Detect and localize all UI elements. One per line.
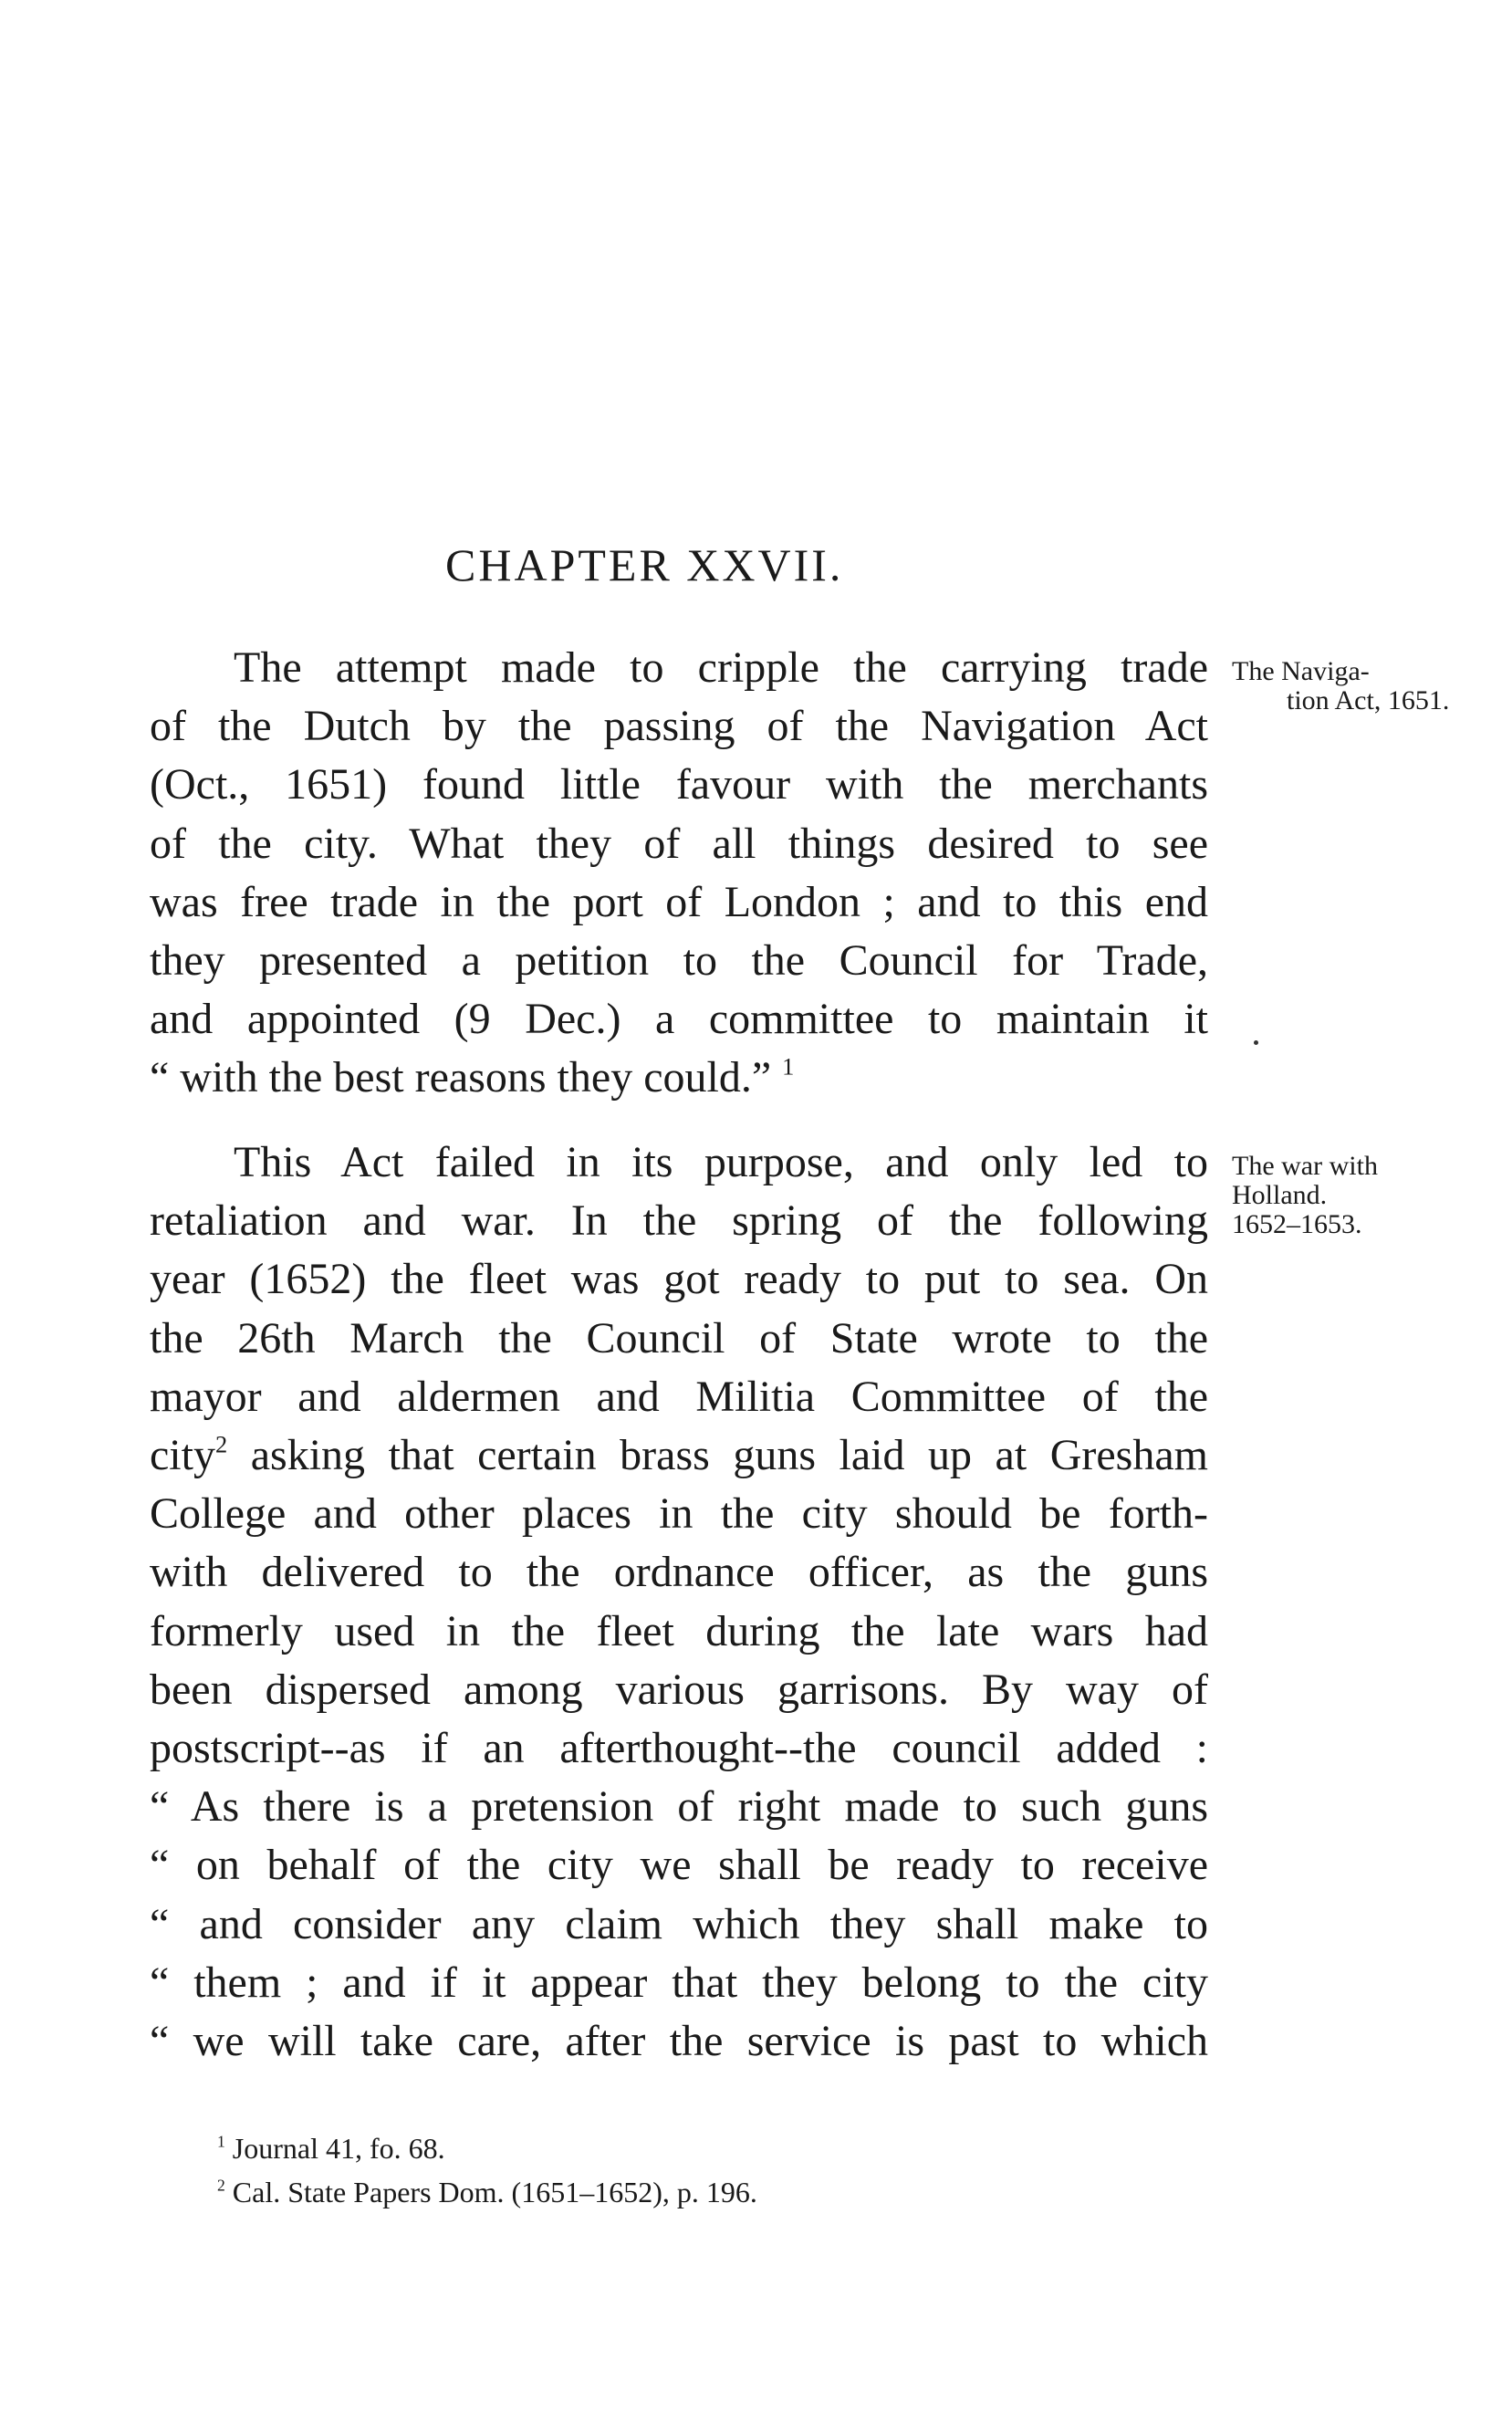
text-line: “ we will take care, after the service is past to which <box>150 2017 1208 2066</box>
text-line: mayor and aldermen and Militia Committee of the <box>150 1372 1208 1421</box>
text-line: postscript--as if an afterthought--the council added : <box>150 1724 1208 1773</box>
text-line-with-footnote <box>150 1426 1208 1485</box>
text-line: city <box>150 1431 215 1480</box>
sidenote-line: 1652–1653. <box>1232 1209 1362 1239</box>
paragraph-2 <box>150 1133 1208 2071</box>
text-line: the 26th March the Council of State wrote to the <box>150 1313 1208 1363</box>
sidenote-line: The Naviga- <box>1232 656 1370 686</box>
text-line: “ As there is a pretension of right made to such guns <box>150 1782 1208 1832</box>
footnote-text: Journal 41, fo. 68. <box>232 2132 445 2165</box>
text-line: was free trade in the port of London ; and to this end <box>150 877 1208 926</box>
footnote-mark: 2 <box>217 2176 225 2195</box>
footnote-mark: 1 <box>217 2132 225 2151</box>
text-line: they presented a petition to the Council for Trade, <box>150 936 1208 986</box>
text-line: College and other places in the city should be forth- <box>150 1489 1208 1539</box>
text-line: with delivered to the ordnance officer, as the guns <box>150 1548 1208 1597</box>
footnote-ref: 2 <box>214 1430 228 1458</box>
text-line: formerly used in the fleet during the late wars had <box>150 1606 1208 1655</box>
sidenote-war-with-holland <box>1232 1152 1506 1239</box>
text-line: The attempt made to cripple the carrying trade <box>234 643 1208 692</box>
footnote-2 <box>217 2170 757 2214</box>
sidenote-line: The war with <box>1232 1151 1378 1181</box>
text-line: of the city. What they of all things desired to see <box>150 819 1208 868</box>
footnote-1 <box>217 2126 757 2170</box>
sidenote-line: tion Act, 1651. <box>1287 685 1450 715</box>
text-line: year (1652) the fleet was got ready to put to sea. On <box>150 1255 1208 1304</box>
text-line: “ them ; and if it appear that they belong to the city <box>150 1958 1208 2007</box>
footnote-text: Cal. State Papers Dom. (1651–1652), p. 196. <box>232 2176 757 2208</box>
text-line: retaliation and war. In the spring of the following <box>150 1196 1208 1246</box>
text-line-with-footnote <box>150 1049 1208 1107</box>
text-line: of the Dutch by the passing of the Navigation Act <box>150 702 1208 751</box>
sidenote-line: Holland. <box>1232 1180 1328 1210</box>
text-line: “ with the best reasons they could.” <box>150 1053 772 1102</box>
stray-mark <box>1254 1040 1258 1045</box>
chapter-title: CHAPTER XXVII. <box>445 539 844 590</box>
text-line: “ on behalf of the city we shall be ready to receive <box>150 1841 1208 1890</box>
footnote-ref: 1 <box>782 1052 795 1081</box>
text-line: asking that certain brass guns laid up at Gresham <box>250 1431 1208 1480</box>
text-line: been dispersed among various garrisons. By way of <box>150 1665 1208 1714</box>
paragraph-1 <box>150 639 1208 1108</box>
text-line: (Oct., 1651) found little favour with the merchants <box>150 760 1208 809</box>
sidenote-navigation-act <box>1232 657 1506 715</box>
text-line: This Act failed in its purpose, and only led to <box>234 1138 1208 1186</box>
text-line: and appointed (9 Dec.) a committee to maintain it <box>150 995 1208 1044</box>
text-line: “ and consider any claim which they shall make to <box>150 1899 1208 1948</box>
footnotes <box>217 2126 757 2214</box>
